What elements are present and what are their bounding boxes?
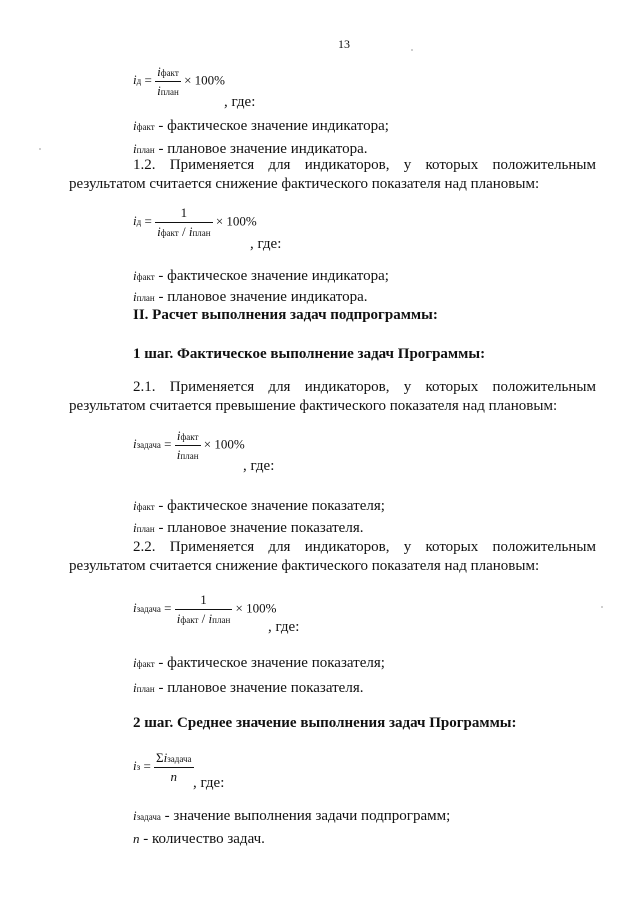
formula-where: , где: xyxy=(250,236,282,252)
formula-fraction: $\frac{1}{\text{iфакт / iплан}}$ xyxy=(157,205,211,239)
paragraph-2-2-line1: 2.2. Применяется для индикаторов, у которых положительным xyxy=(133,539,596,555)
paragraph-2-1-line2: результатом считается превышение фактического показателя над плановым: xyxy=(69,398,558,414)
formula-lhs: iд xyxy=(133,72,142,88)
formula-indicator-decrease: iд = $\frac{1}{\text{iфакт / iплан}}$ × 100% xyxy=(133,205,257,239)
formula-where: , где: xyxy=(193,775,225,791)
formula-where: , где: xyxy=(243,458,275,474)
paragraph-2-2-line2: результатом считается снижение фактического показателя над плановым: xyxy=(69,558,540,574)
formula-task-decrease: iзадача = $\frac{1}{\text{iфакт / iплан}}$ × 100% xyxy=(133,592,277,626)
scan-speck xyxy=(39,148,41,150)
formula-fraction: $\frac{1}{\text{iфакт / iплан}}$ xyxy=(176,592,231,626)
page-number: 13 xyxy=(338,37,350,51)
formula-lhs: iд xyxy=(133,213,142,229)
definition-plan: iплан - плановое значение индикатора. xyxy=(133,141,368,157)
definition-fact: iфакт - фактическое значение индикатора; xyxy=(133,268,389,284)
definition-plan: iплан - плановое значение показателя. xyxy=(133,680,364,696)
formula-task-increase: iзадача = $\frac{\text{iфакт}}{\text{iплан}}$ × 100% xyxy=(133,428,245,462)
formula-fraction: $\frac{\text{Σiзадача}}{n}$ xyxy=(156,750,192,784)
scan-speck xyxy=(411,49,413,51)
formula-indicator-increase: iд = $\frac{\text{iфакт}}{\text{iплан}}$ × 100% xyxy=(133,64,225,98)
definition-plan: iплан - плановое значение показателя. xyxy=(133,520,364,536)
formula-average: iз = $\frac{\text{Σiзадача}}{n}$ xyxy=(133,750,192,784)
formula-fraction: $\frac{\text{iфакт}}{\text{iплан}}$ xyxy=(157,64,179,98)
formula-lhs: iз xyxy=(133,758,141,774)
definition-fact: iфакт - фактическое значение индикатора; xyxy=(133,118,389,134)
definition-task-value: iзадача - значение выполнения задачи подпрограмм; xyxy=(133,808,451,824)
paragraph-1-2-line2: результатом считается снижение фактического показателя над плановым: xyxy=(69,176,540,192)
formula-where: , где: xyxy=(224,94,256,110)
formula-where: , где: xyxy=(268,619,300,635)
paragraph-1-2-line1: 1.2. Применяется для индикаторов, у которых положительным xyxy=(133,157,596,173)
paragraph-2-1-line1: 2.1. Применяется для индикаторов, у которых положительным xyxy=(133,379,596,395)
scan-speck xyxy=(601,606,603,608)
formula-lhs: iзадача xyxy=(133,600,161,616)
definition-plan: iплан - плановое значение индикатора. xyxy=(133,289,368,305)
definition-fact: iфакт - фактическое значение показателя; xyxy=(133,498,385,514)
step-heading-2: 2 шаг. Среднее значение выполнения задач Программы: xyxy=(133,715,517,731)
formula-lhs: iзадача xyxy=(133,436,161,452)
formula-fraction: $\frac{\text{iфакт}}{\text{iплан}}$ xyxy=(176,428,199,462)
section-heading: II. Расчет выполнения задач подпрограммы: xyxy=(133,307,438,323)
definition-fact: iфакт - фактическое значение показателя; xyxy=(133,655,385,671)
step-heading-1: 1 шаг. Фактическое выполнение задач Программы: xyxy=(133,346,486,362)
definition-task-count: n - количество задач. xyxy=(133,831,265,847)
